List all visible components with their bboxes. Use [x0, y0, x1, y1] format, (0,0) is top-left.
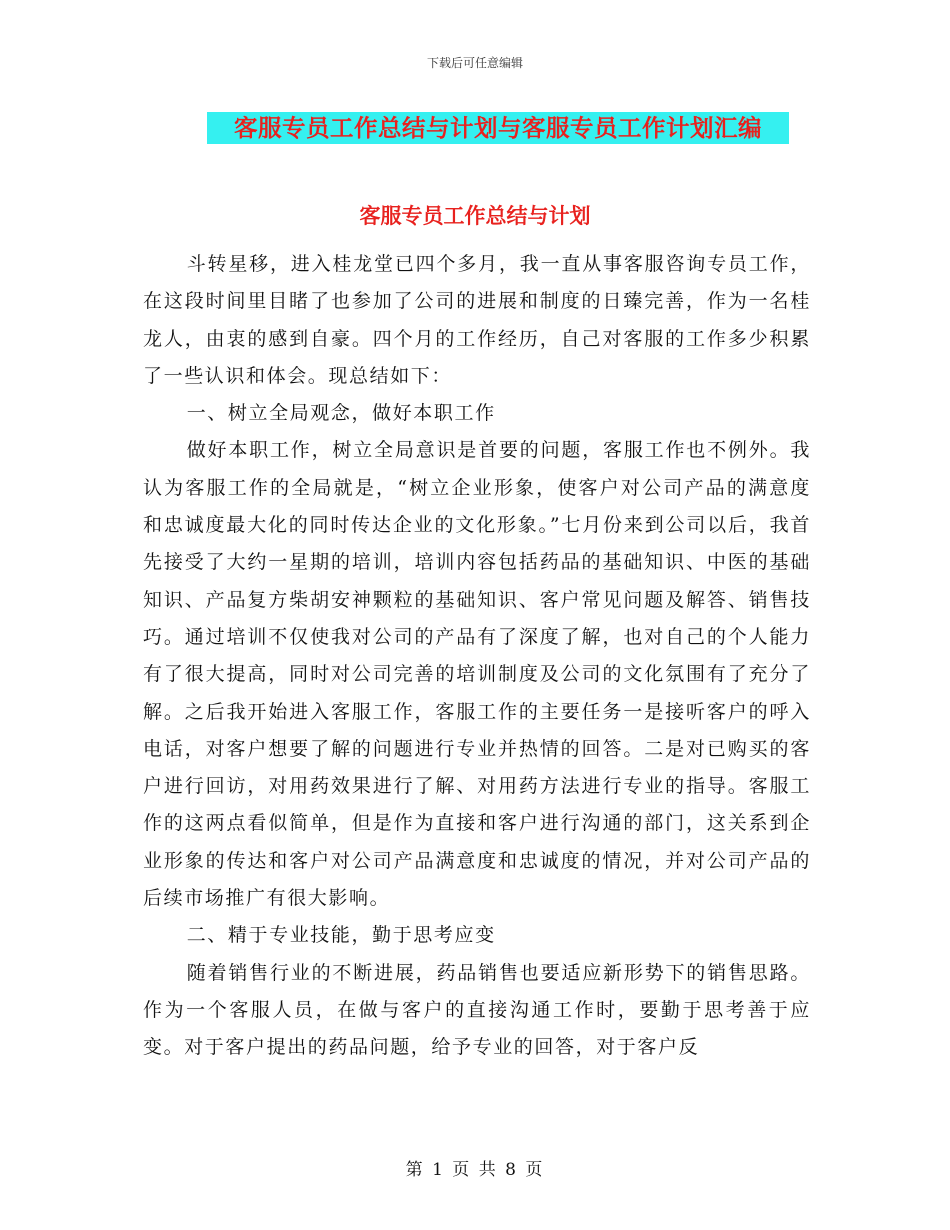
paragraph-heading-2: 二、精于专业技能，勤于思考应变	[186, 924, 496, 947]
page-footer: 第 1 页 共 8 页	[405, 1160, 545, 1180]
main-title: 客服专员工作总结与计划与客服专员工作计划汇编	[207, 112, 789, 144]
paragraph-body-1: 做好本职工作，树立全局意识是首要的问题，客服工作也不例外。我认为客服工作的全局就是，“树立企业形象，使客户对公司产品的满意度和忠诚度最大化的同时传达企业的文化形象。”七月份来到公司以后，我首先接受了大约一星期的培训，培训内容包括药品的基础知识、中医的基础知识、产品复方柴胡安神颗粒的基础知识、客户常见问题及解答、销售技巧。通过培训不仅使我对公司的产品有了深度了解，也对自己的个人能力有了很大提高，同时对公司完善的培训制度及公司的文化氛围有了充分了解。之后我开始进入客服工作，客服工作的主要任务一是接听客户的呼入电话，对客户想要了解的问题进行专业并热情的回答。二是对已购买的客户进行回访，对用药效果进行了解、对用药方法进行专业的指导。客服工作的这两点看似简单，但是作为直接和客户进行沟通的部门，这关系到企业形象的传达和客户对公司产品满意度和忠诚度的情况，并对公司产品的后续市场推广有很大影响。	[143, 439, 811, 910]
paragraph-intro: 斗转星移，进入桂龙堂已四个多月，我一直从事客服咨询专员工作，在这段时间里目睹了也参加了公司的进展和制度的日臻完善，作为一名桂龙人，由衷的感到自豪。四个月的工作经历，自己对客服的工作多少积累了一些认识和体会。现总结如下：	[143, 253, 811, 387]
body-text	[143, 246, 811, 1067]
paragraph-heading-1: 一、树立全局观念，做好本职工作	[186, 402, 496, 425]
header-note: 下载后可任意编辑	[426, 56, 523, 70]
section-title: 客服专员工作总结与计划	[359, 204, 591, 228]
paragraph-body-2: 随着销售行业的不断进展，药品销售也要适应新形势下的销售思路。作为一个客服人员，在做与客户的直接沟通工作时，要勤于思考善于应变。对于客户提出的药品问题，给予专业的回答，对于客户反	[143, 961, 811, 1059]
